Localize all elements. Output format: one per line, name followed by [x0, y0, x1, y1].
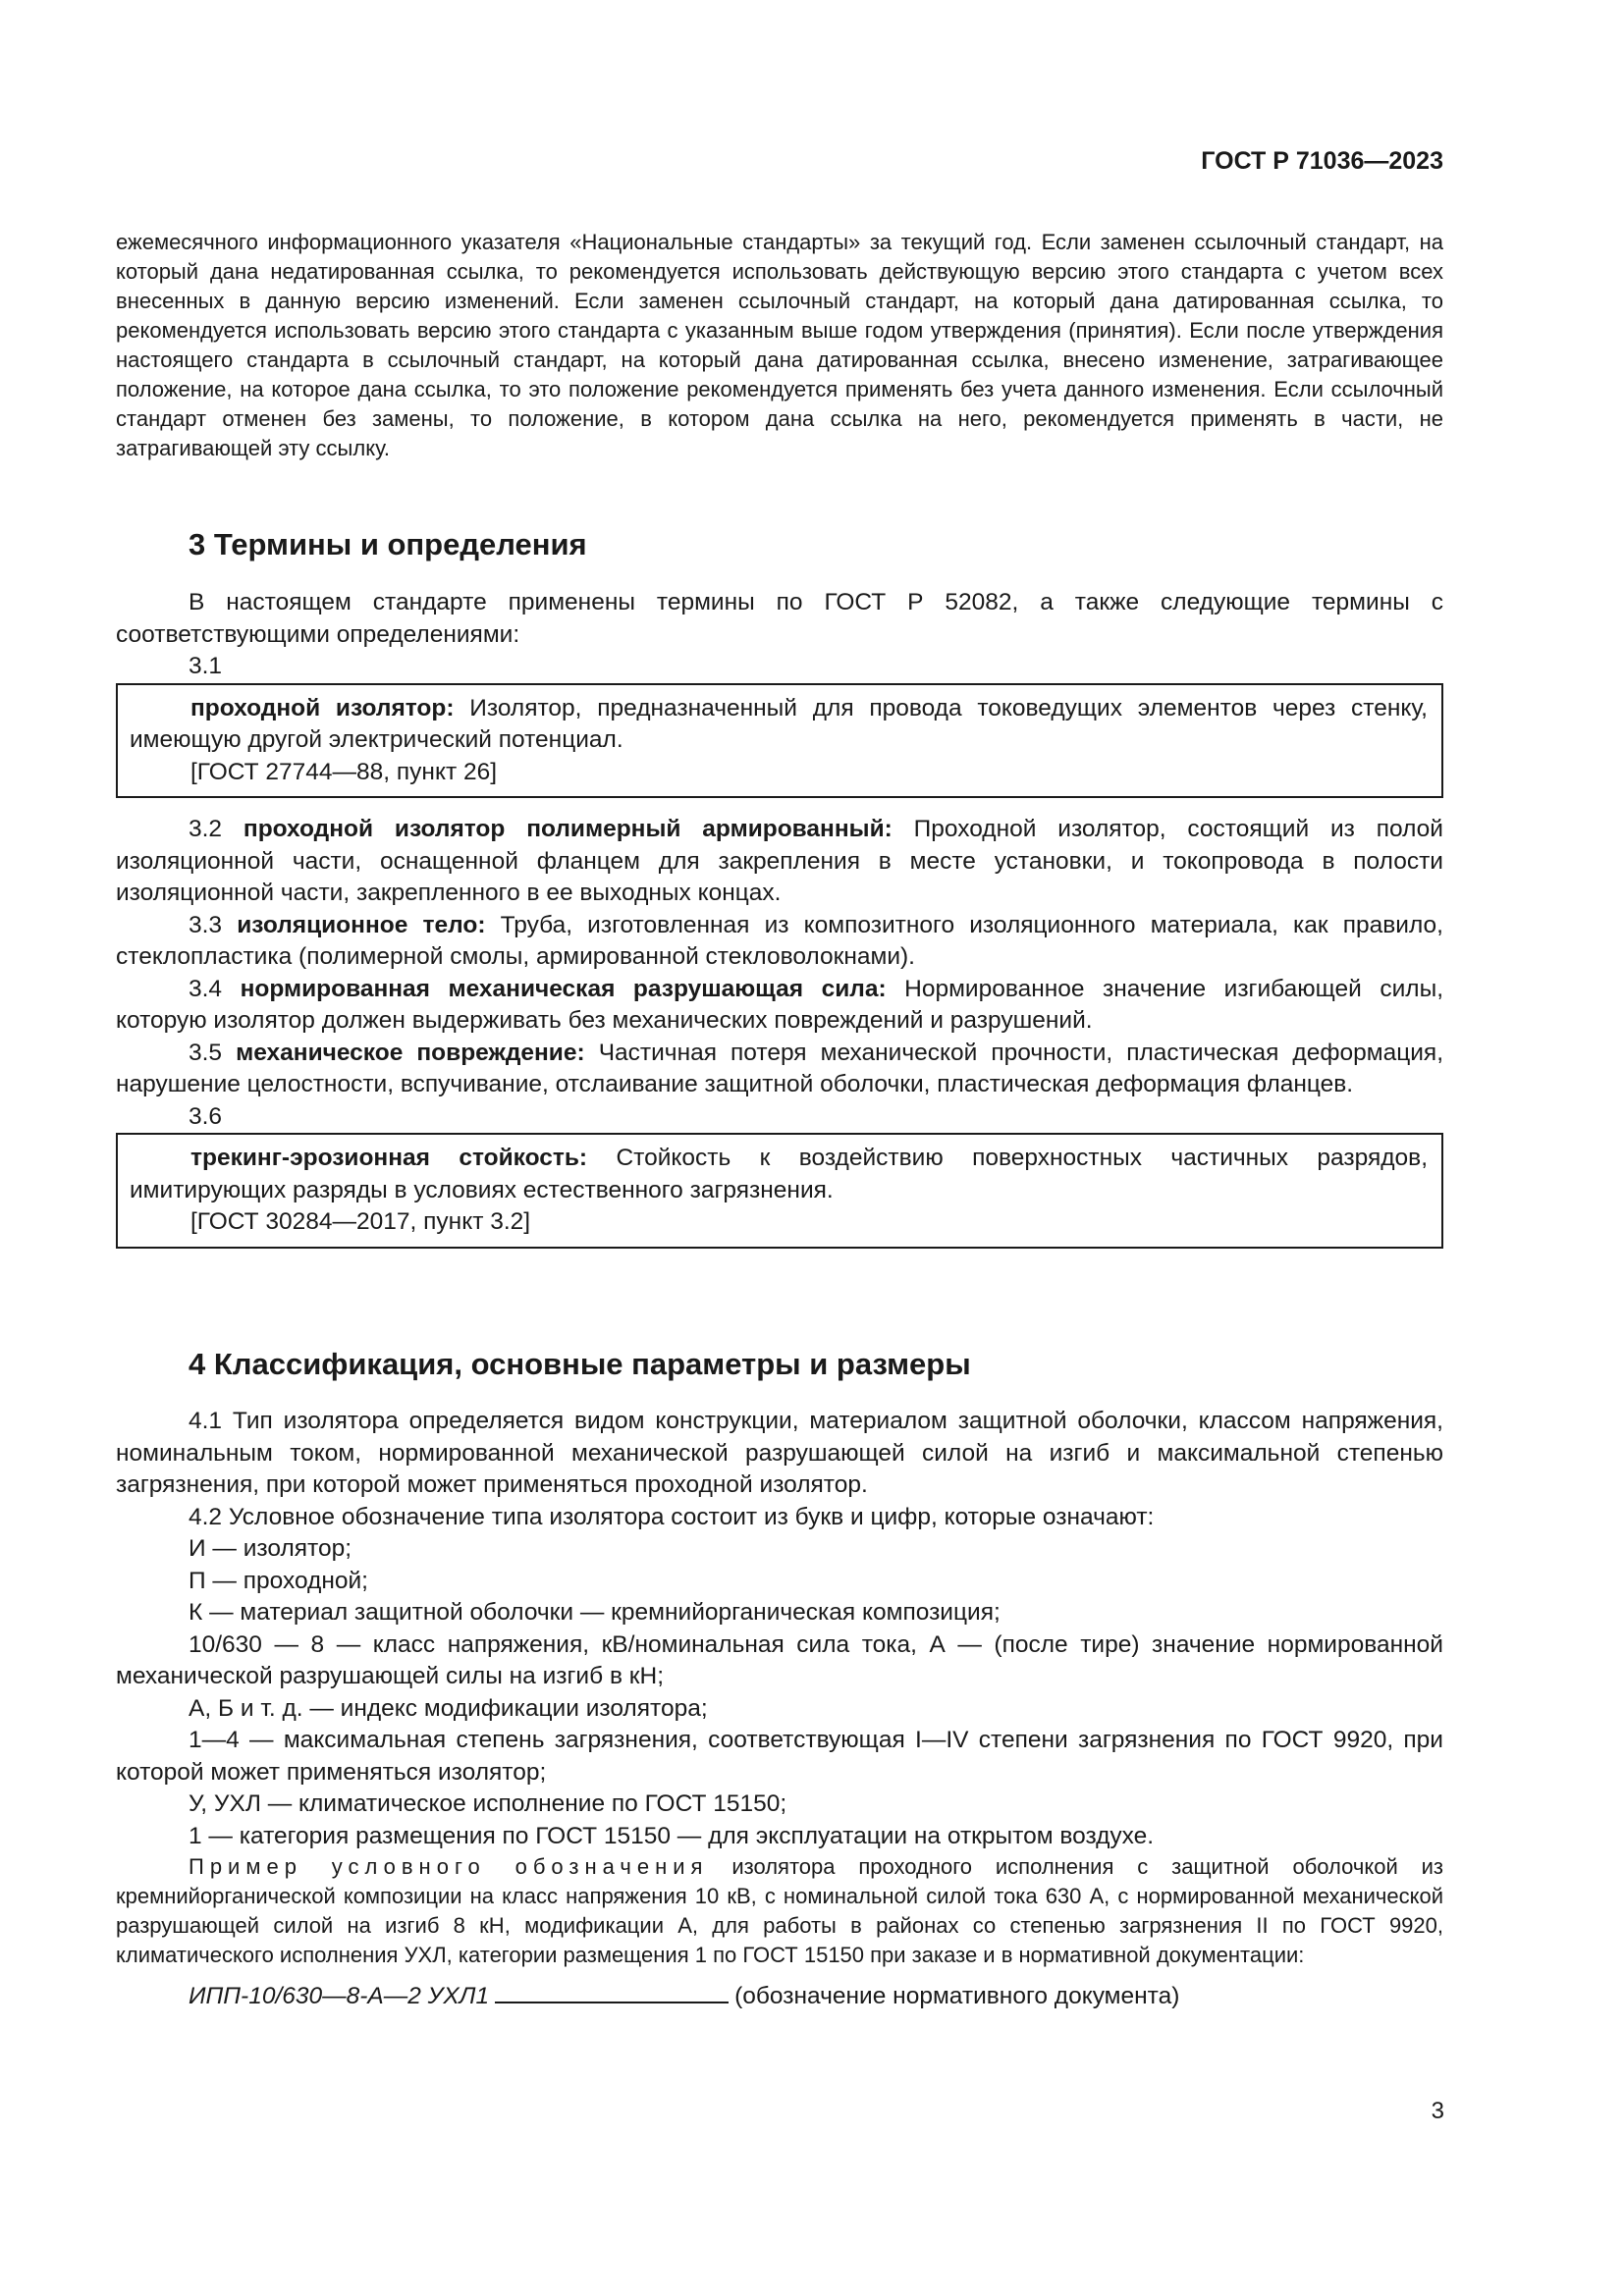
term-3-6-source: [ГОСТ 30284—2017, пункт 3.2] — [190, 1208, 531, 1235]
term-3-2 — [116, 814, 1443, 910]
term-3-4-term: нормированная механическая разрушающая сила: — [240, 975, 887, 1002]
term-3-3-term: изоляционное тело: — [237, 911, 486, 938]
term-3-4 — [116, 974, 1443, 1038]
designation-code: ИПП-10/630—8-А—2 УХЛ1 — [189, 1983, 490, 2009]
term-3-1-term: проходной изолятор: — [190, 694, 455, 721]
term-3-6-box — [116, 1133, 1443, 1249]
document-code-header: ГОСТ Р 71036—2023 — [1201, 147, 1443, 175]
term-3-3-number: 3.3 — [189, 911, 238, 938]
list-item: И — изолятор; — [189, 1535, 352, 1562]
term-3-1-number: 3.1 — [189, 653, 223, 679]
list-item: 1 — категория размещения по ГОСТ 15150 — для эксплуатации на открытом воздухе. — [189, 1822, 1155, 1849]
term-3-1-box — [116, 683, 1443, 799]
term-3-6-definition: Стойкость к воздействию поверхностных частичных разрядов, имитирующих разряды в условиях естественного загрязнения. — [130, 1145, 1428, 1203]
list-item: 1—4 — максимальная степень загрязнения, соответствующая I—IV степени загрязнения по ГОСТ 9920, при которой может применяться изолятор; — [116, 1727, 1443, 1786]
term-3-6-text — [130, 1143, 1428, 1206]
term-3-1-text — [130, 693, 1428, 757]
term-3-3 — [116, 910, 1443, 974]
page-number: 3 — [1431, 2098, 1444, 2124]
term-3-6-number: 3.6 — [189, 1102, 223, 1130]
section-3-title: 3 Термины и определения — [189, 527, 587, 561]
designation-example — [116, 1852, 1443, 1970]
list-item: А, Б и т. д. — индекс модификации изолятора; — [189, 1694, 708, 1722]
list-item: У, УХЛ — климатическое исполнение по ГОСТ 15150; — [189, 1790, 787, 1817]
term-3-2-term: проходной изолятор полимерный армированный: — [243, 816, 893, 842]
blank-line — [495, 1980, 729, 2003]
term-3-1-definition: Изолятор, предназначенный для провода токоведущих элементов через стенку, имеющую другой электрический потенциал. — [130, 694, 1428, 753]
term-3-6-term: трекинг-эрозионная стойкость: — [190, 1145, 588, 1171]
term-3-2-number: 3.2 — [189, 816, 244, 842]
term-3-2-definition: Проходной изолятор, состоящий из полой изоляционной части, оснащенной фланцем для закрепления в месте установки, и токопровода в полости изоляционной части, закрепленного в ее выходных концах. — [116, 816, 1443, 906]
term-3-4-number: 3.4 — [189, 975, 241, 1002]
designation-note: (обозначение нормативного документа) — [734, 1983, 1180, 2009]
term-3-5-number: 3.5 — [189, 1039, 237, 1066]
example-label: Пример условного обозначения — [189, 1854, 709, 1879]
term-3-5 — [116, 1038, 1443, 1101]
term-3-1-source: [ГОСТ 27744—88, пункт 26] — [190, 758, 498, 785]
clause-4-1: 4.1 Тип изолятора определяется видом конструкции, материалом защитной оболочки, классом напряжения, номинальным током, нормированной механической разрушающей силой на изгиб и максимальной степенью загрязнения, при которой может применяться проходной изолятор. — [116, 1408, 1443, 1498]
list-item: К — материал защитной оболочки — кремнийорганическая композиция; — [189, 1599, 1001, 1626]
section-4-title: 4 Классификация, основные параметры и размеры — [189, 1347, 971, 1381]
example-text: изолятора проходного исполнения с защитной оболочкой из кремнийорганической композиции на класс напряжения 10 кВ, с номинальной силой тока 630 А, с нормированной механической разрушающей силой на изгиб 8 кН, модификации А, для работы в районах со степенью загрязнения II по ГОСТ 9920, климатического исполнения УХЛ, категории размещения 1 по ГОСТ 15150 при заказе и в нормативной документации: — [116, 1854, 1443, 1967]
term-3-4-definition: Нормированное значение изгибающей силы, которую изолятор должен выдерживать без механических повреждений и разрушений. — [116, 975, 1443, 1034]
term-3-5-term: механическое повреждение: — [236, 1039, 585, 1066]
designation-line — [116, 1980, 1443, 2013]
list-item: 10/630 — 8 — класс напряжения, кВ/номинальная сила тока, А — (после тире) значение нормированной механической разрушающей силы на изгиб в кН; — [116, 1630, 1443, 1689]
term-3-3-definition: Труба, изготовленная из композитного изоляционного материала, как правило, стеклопластика (полимерной смолы, армированной стекловолокнами). — [116, 911, 1443, 970]
section-3-lead: В настоящем стандарте применены термины по ГОСТ Р 52082, а также следующие термины с соответствующими определениями: — [116, 589, 1443, 648]
clause-4-2: 4.2 Условное обозначение типа изолятора состоит из букв и цифр, которые означают: — [189, 1503, 1155, 1530]
term-3-5-definition: Частичная потеря механической прочности, пластическая деформация, нарушение целостности, вспучивание, отслаивание защитной оболочки, пластическая деформация фланцев. — [116, 1039, 1444, 1097]
list-item: П — проходной; — [189, 1567, 368, 1594]
intro-paragraph: ежемесячного информационного указателя «Национальные стандарты» за текущий год. Если заменен ссылочный стандарт, на который дана недатированная ссылка, то рекомендуется использовать действующую версию этого стандарта с учетом всех внесенных в данную версию изменений. Если заменен ссылочный стандарт, на который дана датированная ссылка, то рекомендуется использовать версию этого стандарта с указанным выше годом утверждения (принятия). Если после утверждения настоящего стандарта в ссылочный стандарт, на который дана датированная ссылка, внесено изменение, затрагивающее положение, на которое дана ссылка, то это положение рекомендуется применять без учета данного изменения. Если ссылочный стандарт отменен без замены, то положение, в котором дана ссылка на него, рекомендуется применять в части, не затрагивающей эту ссылку. — [116, 230, 1443, 460]
